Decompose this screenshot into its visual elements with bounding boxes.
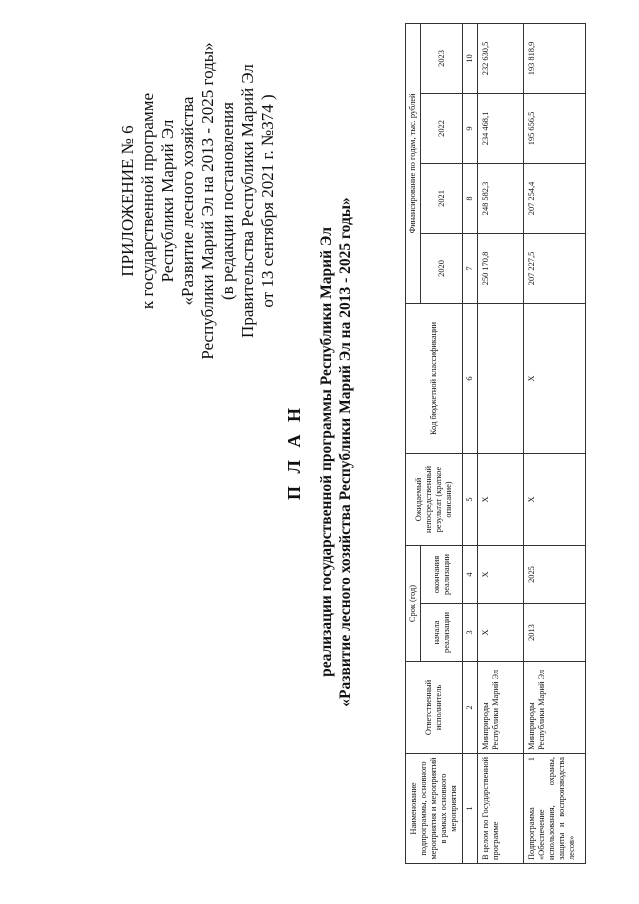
row-end: 2025 [524, 545, 586, 603]
row-result: Х [478, 453, 524, 545]
header-financing: Финансирование по годам, тыс. рублей [406, 23, 421, 303]
row-start: 2013 [524, 604, 586, 662]
row-result: Х [524, 453, 586, 545]
row-2022: 234 468,1 [478, 93, 524, 163]
row-start: Х [478, 604, 524, 662]
plan-title: П Л А Н [284, 404, 304, 500]
row-2022: 195 656,5 [524, 93, 586, 163]
plan-subtitle: реализации государственной программы Республики Марий Эл [318, 227, 335, 677]
row-executor: Минприроды Республики Марий Эл [478, 662, 524, 754]
row-2023: 232 630,5 [478, 23, 524, 93]
header-year-2021: 2021 [421, 163, 463, 233]
table-row [524, 23, 586, 863]
appendix-line: к государственной программе [138, 92, 157, 310]
row-2021: 207 254,4 [524, 163, 586, 233]
appendix-line: «Развитие лесного хозяйства [178, 96, 197, 306]
column-number: 10 [463, 23, 478, 93]
table-row [478, 23, 524, 863]
row-kbk [478, 303, 524, 453]
row-2020: 207 227,5 [524, 233, 586, 303]
header-kbk: Код бюджетной классификации [406, 303, 463, 453]
appendix-line: Правительства Республики Марий Эл [238, 64, 257, 338]
header-name: Наименование подпрограммы, основного мероприятия и мероприятий в рамках основного мероприятия [406, 754, 463, 864]
column-number: 9 [463, 93, 478, 163]
header-year-2020: 2020 [421, 233, 463, 303]
row-2023: 193 818,9 [524, 23, 586, 93]
row-name: Подпрограмма 1 «Обеспечение использования, охраны, защиты и воспроизводства лесов» [524, 754, 586, 864]
header-year-2023: 2023 [421, 23, 463, 93]
column-number: 1 [463, 754, 478, 864]
header-term: Срок (год) [406, 545, 421, 661]
row-2021: 248 582,3 [478, 163, 524, 233]
appendix-line: ПРИЛОЖЕНИЕ № 6 [118, 125, 137, 277]
row-kbk: Х [524, 303, 586, 453]
plan-subtitle-program: «Развитие лесного хозяйства Республики Марий Эл на 2013 - 2025 годы» [337, 197, 354, 707]
appendix-line: Республики Марий Эл на 2013 - 2025 годы» [198, 42, 217, 360]
header-term-end: окончания реализации [421, 545, 463, 603]
row-2020: 250 170,8 [478, 233, 524, 303]
appendix-line: (в редакции постановления [218, 102, 237, 300]
row-end: Х [478, 545, 524, 603]
column-number: 3 [463, 604, 478, 662]
column-number: 6 [463, 303, 478, 453]
row-name: В целом по Государственной программе [478, 754, 524, 864]
column-number: 7 [463, 233, 478, 303]
plan-table [405, 23, 586, 864]
column-number: 8 [463, 163, 478, 233]
column-number: 2 [463, 662, 478, 754]
appendix-line: от 13 сентября 2021 г. №374 ) [258, 94, 277, 308]
appendix-line: Республики Марий Эл [158, 119, 177, 283]
header-term-start: начала реализации [421, 604, 463, 662]
appendix-header [118, 36, 278, 366]
header-executor: Ответственный исполнитель [406, 662, 463, 754]
header-result: Ожидаемый непосредственный результат (краткое описание) [406, 453, 463, 545]
column-number: 5 [463, 453, 478, 545]
column-number: 4 [463, 545, 478, 603]
header-year-2022: 2022 [421, 93, 463, 163]
row-executor: Минприроды Республики Марий Эл [524, 662, 586, 754]
